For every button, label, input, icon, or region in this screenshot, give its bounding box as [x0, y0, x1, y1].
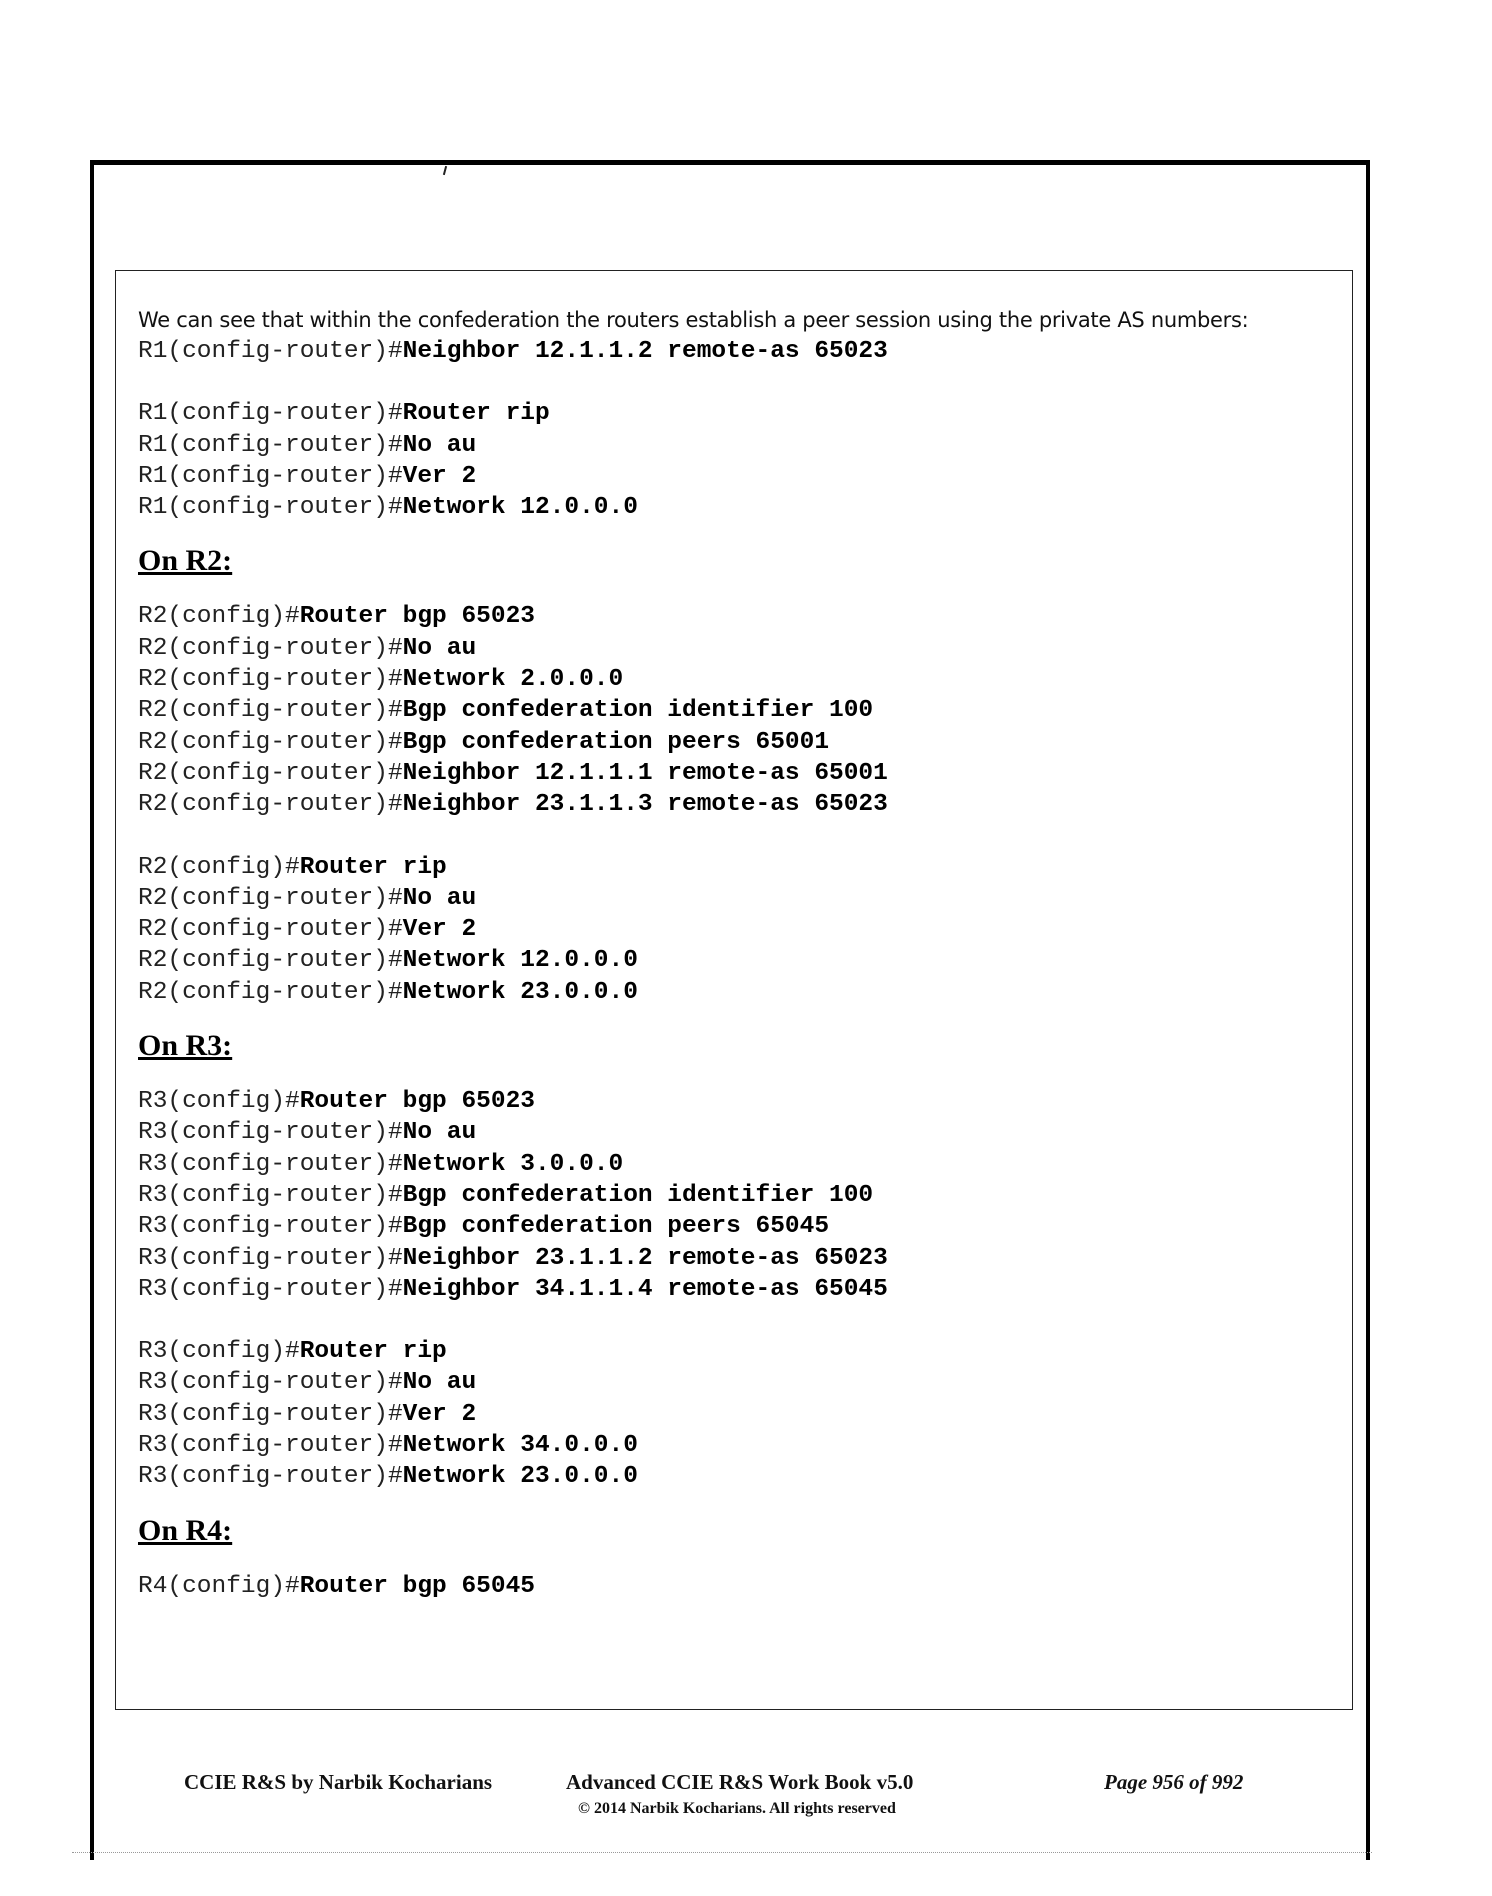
- cli-prompt: R3(config-router)#: [138, 1400, 403, 1428]
- cli-command: Network 2.0.0.0: [402, 666, 624, 694]
- cli-prompt: R3(config)#: [138, 1088, 300, 1116]
- section-heading: On R2:: [138, 544, 233, 578]
- content-body: [126, 305, 1342, 1602]
- config-line: [138, 633, 1342, 664]
- config-line: [138, 852, 1342, 883]
- config-line: [138, 1336, 1342, 1367]
- cli-prompt: R2(config)#: [138, 603, 300, 631]
- cli-command: No au: [402, 884, 477, 912]
- config-line: [138, 1180, 1342, 1211]
- blank-line: [126, 821, 1342, 852]
- config-line: [138, 398, 1342, 429]
- cli-prompt: R1(config-router)#: [138, 338, 403, 365]
- cli-command: Network 12.0.0.0: [402, 947, 638, 975]
- config-line: [138, 1399, 1342, 1430]
- cli-command: No au: [402, 1119, 477, 1147]
- config-line: [138, 1461, 1342, 1492]
- cli-prompt: R3(config)#: [138, 1338, 300, 1366]
- cli-prompt: R2(config-router)#: [138, 759, 403, 787]
- cli-command: Router bgp 65023: [299, 603, 535, 631]
- blank-line: [126, 1305, 1342, 1336]
- config-line: [138, 664, 1342, 695]
- cli-prompt: R2(config-router)#: [138, 947, 403, 975]
- cli-prompt: R2(config-router)#: [138, 728, 403, 756]
- cli-command: Ver 2: [402, 1400, 477, 1428]
- config-line: [138, 1274, 1342, 1305]
- cli-prompt: R1(config-router)#: [138, 494, 403, 522]
- cli-prompt: R3(config-router)#: [138, 1119, 403, 1147]
- footer-book-title: Advanced CCIE R&S Work Book v5.0: [566, 1770, 914, 1794]
- config-line: [138, 1149, 1342, 1180]
- cli-command: Bgp confederation peers 65001: [402, 728, 830, 756]
- cli-command: Router rip: [299, 1338, 447, 1366]
- cli-prompt: R2(config)#: [138, 853, 300, 881]
- cli-prompt: R3(config-router)#: [138, 1432, 403, 1460]
- cli-prompt: R4(config)#: [138, 1572, 300, 1600]
- config-line: [138, 430, 1342, 461]
- footer-author: CCIE R&S by Narbik Kocharians: [184, 1770, 493, 1794]
- config-line: [138, 1571, 1342, 1602]
- cli-command: Ver 2: [402, 916, 477, 944]
- cli-command: Router rip: [299, 853, 447, 881]
- cli-command: No au: [402, 634, 477, 662]
- config-line: [138, 883, 1342, 914]
- config-line: [138, 461, 1342, 492]
- cli-command: Neighbor 23.1.1.2 remote-as 65023: [402, 1244, 888, 1272]
- config-line: [138, 727, 1342, 758]
- cli-command: Neighbor 12.1.1.2 remote-as 65023: [402, 338, 888, 365]
- config-line: [138, 977, 1342, 1008]
- cli-prompt: R3(config-router)#: [138, 1181, 403, 1209]
- blank-line: [126, 367, 1342, 398]
- cli-prompt: R3(config-router)#: [138, 1463, 403, 1491]
- cli-command: Network 3.0.0.0: [402, 1150, 624, 1178]
- cli-command: Network 23.0.0.0: [402, 978, 638, 1006]
- config-line: [138, 1367, 1342, 1398]
- cli-prompt: R2(config-router)#: [138, 978, 403, 1006]
- config-line: [138, 336, 1342, 367]
- cli-command: Bgp confederation identifier 100: [402, 697, 874, 725]
- cli-command: Neighbor 23.1.1.3 remote-as 65023: [402, 791, 888, 819]
- config-line: [138, 1211, 1342, 1242]
- cli-prompt: R2(config-router)#: [138, 666, 403, 694]
- cli-prompt: R2(config-router)#: [138, 634, 403, 662]
- section-heading: On R3:: [138, 1029, 233, 1063]
- cli-command: Network 34.0.0.0: [402, 1432, 638, 1460]
- cli-command: No au: [402, 431, 477, 459]
- cli-prompt: R3(config-router)#: [138, 1213, 403, 1241]
- cli-prompt: R3(config-router)#: [138, 1275, 403, 1303]
- config-line: [138, 914, 1342, 945]
- config-line: [138, 601, 1342, 632]
- section-heading: On R4:: [138, 1513, 233, 1547]
- cli-command: No au: [402, 1369, 477, 1397]
- cli-command: Network 12.0.0.0: [402, 494, 638, 522]
- config-line: [138, 695, 1342, 726]
- cli-prompt: R1(config-router)#: [138, 462, 403, 490]
- cli-prompt: R2(config-router)#: [138, 884, 403, 912]
- config-line: [138, 758, 1342, 789]
- cli-prompt: R3(config-router)#: [138, 1150, 403, 1178]
- cli-command: Neighbor 12.1.1.1 remote-as 65001: [402, 759, 888, 787]
- page-frame-bottom-edge: [72, 1852, 1372, 1853]
- content-box: [115, 270, 1353, 1710]
- config-line: [138, 1430, 1342, 1461]
- cli-prompt: R1(config-router)#: [138, 400, 403, 428]
- config-line: [138, 789, 1342, 820]
- cli-command: Neighbor 34.1.1.4 remote-as 65045: [402, 1275, 888, 1303]
- cli-prompt: R3(config-router)#: [138, 1369, 403, 1397]
- cli-command: Bgp confederation peers 65045: [402, 1213, 830, 1241]
- cli-prompt: R2(config-router)#: [138, 916, 403, 944]
- cli-command: Bgp confederation identifier 100: [402, 1181, 874, 1209]
- footer-copyright: © 2014 Narbik Kocharians. All rights reserved: [578, 1800, 896, 1817]
- config-line: [138, 945, 1342, 976]
- cli-prompt: R2(config-router)#: [138, 697, 403, 725]
- cli-command: Router bgp 65023: [299, 1088, 535, 1116]
- cli-prompt: R2(config-router)#: [138, 791, 403, 819]
- cli-prompt: R1(config-router)#: [138, 431, 403, 459]
- cli-command: Ver 2: [402, 462, 477, 490]
- config-line: [138, 1117, 1342, 1148]
- cli-command: Router bgp 65045: [299, 1572, 535, 1600]
- cli-prompt: R3(config-router)#: [138, 1244, 403, 1272]
- cli-command: Router rip: [402, 400, 550, 428]
- config-line: [138, 1086, 1342, 1117]
- cli-command: Network 23.0.0.0: [402, 1463, 638, 1491]
- footer-page-number: Page 956 of 992: [1104, 1770, 1244, 1794]
- config-line: [138, 492, 1342, 523]
- intro-paragraph: We can see that within the confederation the routers establish a peer session using the private AS numbers:: [138, 308, 1249, 332]
- config-line: [138, 1243, 1342, 1274]
